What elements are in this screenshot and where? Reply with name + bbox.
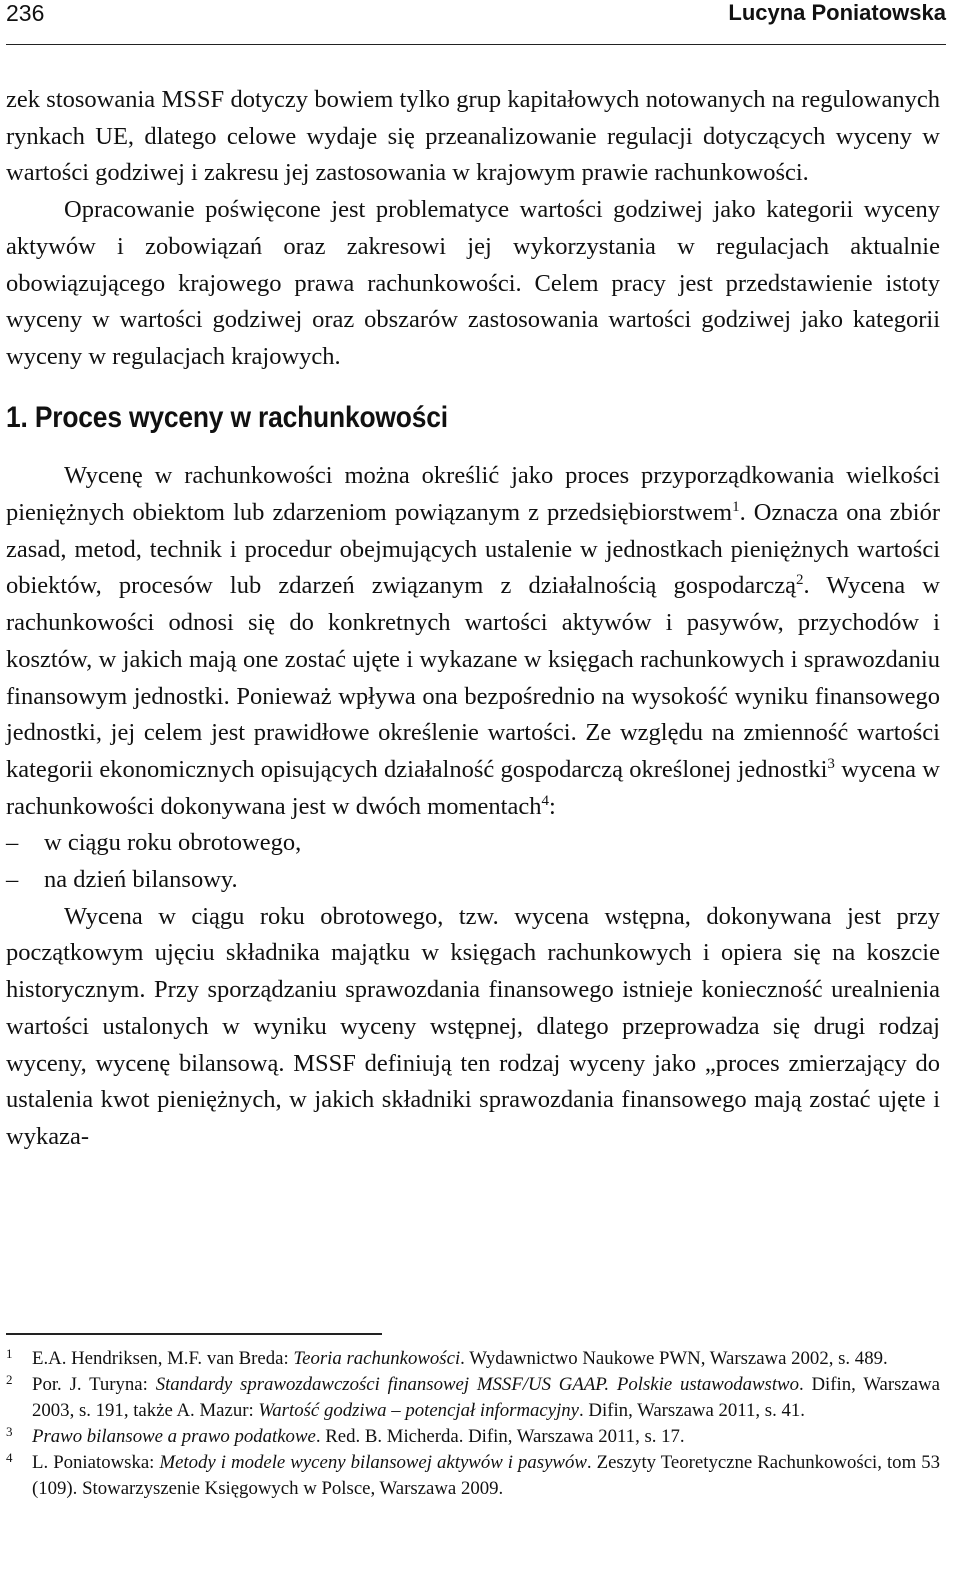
text-run: :: [548, 792, 556, 820]
footnote: [6, 1372, 940, 1424]
text-run: Wycenę w rachunkowości można określić jako proces przyporządkowania wielkości pieniężnych obiektom lub zdarzeniom powiązanym z przedsiębiorstwem: [6, 462, 940, 527]
dash-bullet: –: [6, 829, 19, 857]
page-number: 236: [6, 0, 45, 26]
footnote-ref: 4: [541, 792, 549, 809]
italic-title: Metody i modele wyceny bilansowej aktywów i pasywów: [159, 1452, 587, 1473]
footnote-text: [32, 1450, 940, 1502]
footnote-number: 4: [6, 1450, 13, 1465]
italic-title: Teoria rachunkowości: [293, 1348, 461, 1369]
list-item: [6, 862, 940, 899]
footnote-ref: 2: [796, 572, 804, 589]
text-run: . Wycena w rachunkowości odnosi się do konkretnych wartości aktywów i pasywów, przychodów i kosztów, w jakich mają one zostać ujęte i wykazane w księgach rachunkowych i sprawozdaniu finansowym jednostki. Ponieważ wpływa ona bezpośrednio na wysokość wyniku finansowego jednostki, jej celem jest prawidłowe określenie wartości. Ze względu na zmienność wartości kategorii ekonomicznych opisujących działalność gospodarczą określonej jednostki: [6, 572, 940, 783]
text-run: . Difin, Warszawa 2011, s. 41.: [579, 1400, 805, 1421]
running-header-author: Lucyna Poniatowska: [728, 0, 946, 25]
text-run: wycena w rachunkowości dokonywana jest w dwóch momentach: [6, 755, 940, 820]
footnote-number: 3: [6, 1424, 13, 1439]
footnote-text: [32, 1346, 940, 1372]
list-item-text: w ciągu roku obrotowego,: [44, 829, 302, 857]
footnote: [6, 1450, 940, 1502]
footnote: [6, 1346, 940, 1372]
footnote-number: 2: [6, 1372, 13, 1387]
italic-title: Standardy sprawozdawczości finansowej MSSF/US GAAP. Polskie ustawodawstwo: [155, 1374, 799, 1395]
footnote-ref: 3: [827, 755, 835, 772]
italic-title: Prawo bilansowe a prawo podatkowe: [32, 1426, 316, 1447]
text-run: E.A. Hendriksen, M.F. van Breda:: [32, 1348, 294, 1369]
footnote-number: 1: [6, 1346, 13, 1361]
text-run: . Oznacza ona zbiór zasad, metod, technik i procedur obejmujących ustalenie w jednostkach pieniężnych wartości obiektów, procesów lub zdarzeń związanym z działalnością gospodarczą: [6, 499, 940, 600]
italic-title: Wartość godziwa – potencjał informacyjny: [258, 1400, 580, 1421]
footnote-text: [32, 1424, 940, 1450]
body-text: [6, 82, 940, 1156]
dash-bullet: –: [6, 866, 19, 894]
footnotes: [6, 1346, 940, 1502]
text-run: L. Poniatowska:: [32, 1452, 160, 1473]
text-run: . Difin, Warszawa 2003, s. 191, także A. Mazur:: [32, 1374, 941, 1421]
text-run: . Zeszyty Teoretyczne Rachunkowości, tom 53 (109). Stowarzyszenie Księgowych w Polsce, Warszawa 2009.: [32, 1452, 940, 1499]
paragraph: [6, 458, 940, 825]
section-heading: 1. Proces wyceny w rachunkowości: [6, 400, 448, 434]
text-run: . Red. B. Micherda. Difin, Warszawa 2011, s. 17.: [315, 1426, 685, 1447]
paragraph: Wycena w ciągu roku obrotowego, tzw. wycena wstępna, dokonywana jest przy początkowym ujęciu składnika majątku w księgach rachunkowych i opiera się na koszcie historycznym. Przy sporządzaniu sprawozdania finansowego istnieje konieczność urealnienia wartości ustalonych w wyniku wyceny wstępnej, dlatego przeprowadza się drugi rodzaj wyceny, wycenę bilansową. MSSF definiują ten rodzaj wyceny jako „proces zmierzający do ustalenia kwot pieniężnych, w jakich składniki sprawozdania finansowego mają zostać ujęte i wykaza-: [6, 902, 940, 1150]
footnote-ref: 1: [732, 499, 740, 516]
text-run: Por. J. Turyna:: [32, 1374, 156, 1395]
footnote: [6, 1424, 940, 1450]
footnote-text: [32, 1372, 940, 1424]
running-header: [6, 0, 946, 45]
paragraph: zek stosowania MSSF dotyczy bowiem tylko grup kapitałowych notowanych na regulowanych rynkach UE, dlatego celowe wydaje się przeanalizowanie regulacji dotyczących wyceny w wartości godziwej i zakresu jej zastosowania w krajowym prawie rachunkowości.: [6, 86, 940, 187]
list-item: [6, 825, 940, 862]
footnote-separator: [6, 1333, 382, 1335]
list-item-text: na dzień bilansowy.: [44, 866, 238, 894]
text-run: . Wydawnictwo Naukowe PWN, Warszawa 2002, s. 489.: [460, 1348, 888, 1369]
paragraph: Opracowanie poświęcone jest problematyce wartości godziwej jako kategorii wyceny aktywów i zobowiązań oraz zakresowi jej wykorzystania w regulacjach aktualnie obowiązującego krajowego prawa rachunkowości. Celem pracy jest przedstawienie istoty wyceny w wartości godziwej oraz obszarów zastosowania wartości godziwej jako kategorii wyceny w regulacjach krajowych.: [6, 196, 940, 370]
